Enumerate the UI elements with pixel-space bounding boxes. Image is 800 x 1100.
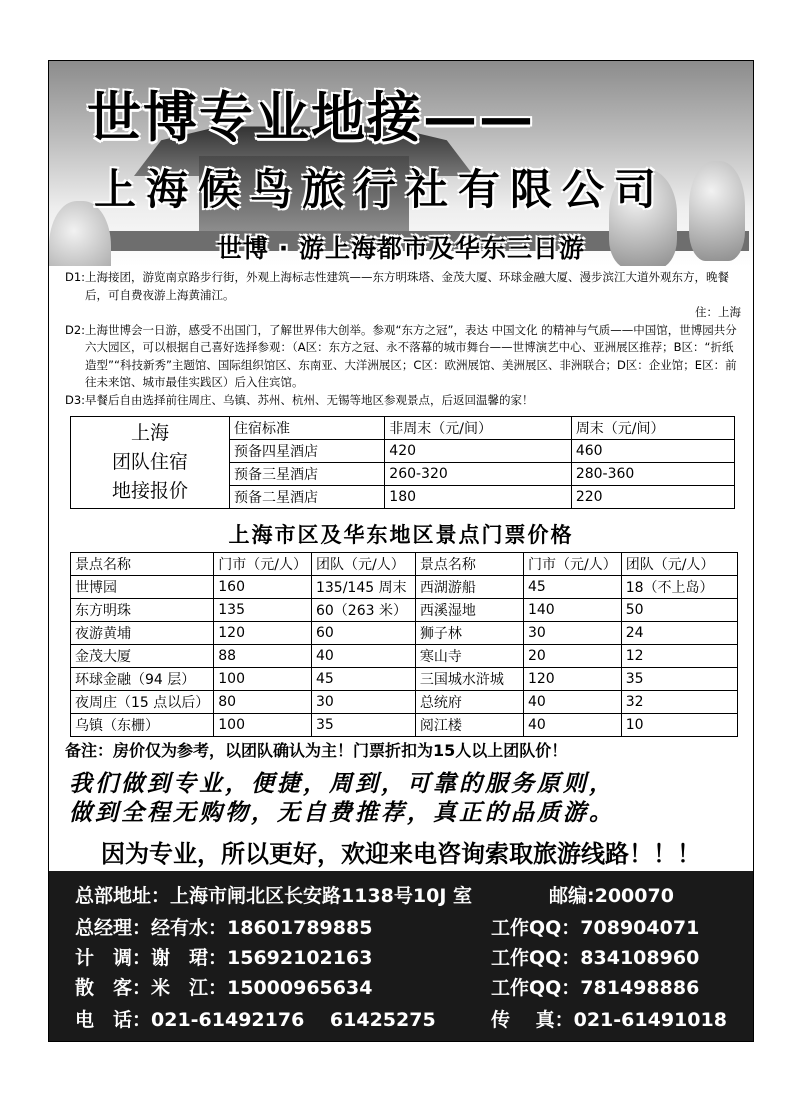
table-cell: 180: [385, 486, 572, 509]
table-cell: 24: [621, 622, 737, 645]
table-cell: 45: [523, 576, 621, 599]
table-cell: 三国城水浒城: [415, 668, 523, 691]
banner: [49, 61, 753, 266]
table-cell: 35: [621, 668, 737, 691]
day-label: D3:: [65, 392, 86, 407]
day-label: D1:: [65, 270, 86, 284]
column-header: 团队（元/人）: [621, 553, 737, 576]
contact-qq: 工作QQ：781498886: [491, 977, 700, 999]
contact-line: 总经理：经有水：18601789885: [75, 917, 373, 939]
table-cell: 60（263 米）: [311, 599, 415, 622]
contact-line: 散 客：米 江：15000965634: [75, 977, 373, 999]
table-cell: 220: [571, 486, 734, 509]
itinerary: [65, 269, 741, 409]
contact-footer: [49, 871, 753, 1041]
day-text: 早餐后自由选择前往周庄、乌镇、苏州、杭州、无锡等地区参观景点，后返回温馨的家！: [85, 392, 534, 407]
table-row: [71, 417, 735, 440]
table-cell: 预备二星酒店: [230, 486, 385, 509]
table-row: [71, 668, 738, 691]
price-note: 备注：房价仅为参考，以团队确认为主！门票折扣为15人以上团队价！: [65, 741, 568, 760]
table-cell: 120: [214, 622, 312, 645]
row-head-line: 地接报价: [111, 480, 188, 502]
table-cell: 夜游黄埔: [71, 622, 214, 645]
table-cell: 18（不上岛）: [621, 576, 737, 599]
table-cell: 西溪湿地: [415, 599, 523, 622]
table-cell: 280-360: [571, 463, 734, 486]
fax-line: 传 真：021-61491018: [491, 1009, 727, 1031]
table-cell: 预备四星酒店: [230, 440, 385, 463]
column-header: 景点名称: [415, 553, 523, 576]
address: 总部地址：上海市闸北区长安路1138号10J 室: [75, 885, 473, 907]
table-cell: 40: [523, 691, 621, 714]
company-name: 上海候鸟旅行社有限公司: [94, 165, 667, 214]
slogan-line: 我们做到专业，便捷，周到，可靠的服务原则，: [69, 770, 615, 797]
table-cell: 260-320: [385, 463, 572, 486]
column-header: 团队（元/人）: [311, 553, 415, 576]
table-row: [71, 622, 738, 645]
service-slogan: [69, 769, 615, 827]
table-cell: 120: [523, 668, 621, 691]
table-cell: 45: [311, 668, 415, 691]
table-cell: 30: [311, 691, 415, 714]
table-cell: 西湖游船: [415, 576, 523, 599]
table-row: [71, 599, 738, 622]
contact-qq: 工作QQ：834108960: [491, 947, 700, 969]
contact-qq: 工作QQ：708904071: [491, 917, 700, 939]
table-cell: 40: [523, 714, 621, 737]
itinerary-day: [65, 392, 741, 410]
column-header: 周末（元/间）: [571, 417, 734, 440]
table-cell: 35: [311, 714, 415, 737]
table-cell: 88: [214, 645, 312, 668]
table-cell: 60: [311, 622, 415, 645]
table-cell: 50: [621, 599, 737, 622]
ticket-price-table: [70, 552, 738, 737]
table-row: [71, 714, 738, 737]
day-text: 上海接团，游览南京路步行街，外观上海标志性建筑——东方明珠塔、金茂大厦、环球金融大厦、漫步滨江大道外观东方，晚餐后，可自费夜游上海黄浦江。: [85, 270, 730, 302]
table-cell: 100: [214, 668, 312, 691]
overnight-location: 住：上海: [695, 305, 741, 319]
slogan-line: 做到全程无购物，无自费推荐，真正的品质游。: [69, 799, 615, 826]
itinerary-day: [65, 322, 741, 392]
table-cell: 100: [214, 714, 312, 737]
table-cell: 12: [621, 645, 737, 668]
table-cell: 环球金融（94 层）: [71, 668, 214, 691]
table-cell: 135: [214, 599, 312, 622]
table-cell: 420: [385, 440, 572, 463]
table-cell: 140: [523, 599, 621, 622]
day-label: D2:: [65, 322, 86, 337]
hotel-price-table: [70, 416, 735, 509]
table-cell: 460: [571, 440, 734, 463]
main-title: 世博专业地接——: [87, 85, 535, 149]
table-cell: 40: [311, 645, 415, 668]
table-cell: 狮子林: [415, 622, 523, 645]
row-head-line: 上海: [130, 422, 169, 444]
table-cell: 世博园: [71, 576, 214, 599]
table-header-row: [71, 553, 738, 576]
call-to-action: 因为专业，所以更好，欢迎来电咨询索取旅游线路！！！: [101, 840, 701, 868]
table-cell: 预备三星酒店: [230, 463, 385, 486]
flyer-page: [48, 60, 754, 1042]
table-cell: 金茂大厦: [71, 645, 214, 668]
table-cell: 135/145 周末: [311, 576, 415, 599]
column-header: 景点名称: [71, 553, 214, 576]
table-cell: 总统府: [415, 691, 523, 714]
column-header: 门市（元/人）: [214, 553, 312, 576]
table-cell: 寒山寺: [415, 645, 523, 668]
table-cell: 东方明珠: [71, 599, 214, 622]
tickets-title: 上海市区及华东地区景点门票价格: [228, 523, 574, 547]
contact-line: 计 调：谢 珺：15692102163: [75, 947, 373, 969]
column-header: 住宿标准: [230, 417, 385, 440]
phone-line: 电 话：021-61492176 61425275: [75, 1009, 436, 1031]
table-row: [71, 691, 738, 714]
postcode: 邮编:200070: [549, 885, 674, 907]
tour-subtitle: 世博 · 游上海都市及华东三日游: [217, 234, 585, 263]
itinerary-day: [65, 269, 741, 304]
hotel-table-row-head: [71, 417, 230, 509]
table-cell: 20: [523, 645, 621, 668]
table-cell: 32: [621, 691, 737, 714]
column-header: 非周末（元/间）: [385, 417, 572, 440]
table-cell: 160: [214, 576, 312, 599]
table-row: [71, 645, 738, 668]
row-head-line: 团队住宿: [111, 451, 188, 473]
table-cell: 夜周庄（15 点以后）: [71, 691, 214, 714]
table-cell: 乌镇（东栅）: [71, 714, 214, 737]
table-cell: 10: [621, 714, 737, 737]
table-cell: 阅江楼: [415, 714, 523, 737]
table-row: [71, 576, 738, 599]
table-cell: 80: [214, 691, 312, 714]
table-cell: 30: [523, 622, 621, 645]
day-text: 上海世博会一日游，感受不出国门，了解世界伟大创举。参观“东方之冠”，表达 中国文化 的精神与气质——中国馆，世博园共分六大园区，可以根据自己喜好选择参观：（A区：东方之冠、永不落幕的城市舞台——世博演艺中心、亚洲展区推荐；B区：“折纸造型”“科技新秀”主题馆、国际组织馆区、东南亚、大洋洲展区；C区：欧洲展馆、美洲展区、非洲联合；D区：企业馆；E区：前往未来馆、城市最佳实践区）后入住宾馆。: [85, 322, 737, 389]
column-header: 门市（元/人）: [523, 553, 621, 576]
